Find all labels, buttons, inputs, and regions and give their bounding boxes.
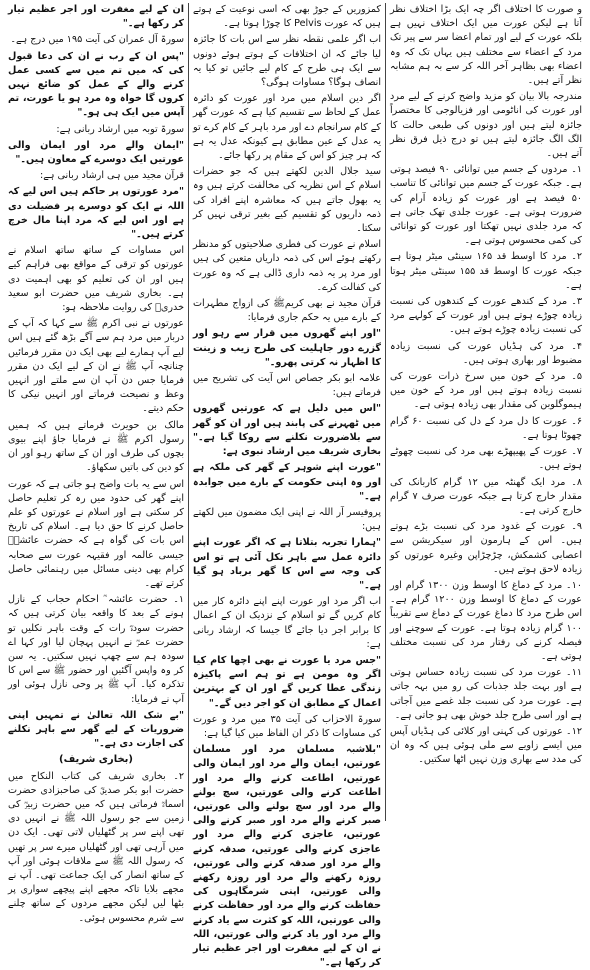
- paragraph: اس سے یہ بات واضح ہو جاتی ہے کہ عورت اپنے گھر کی حدود میں رہ کر تعلیم حاصل کر سکتی ہے اور اسلام نے عورتوں کو علم حاصل کرنے کا حق دیا ہے۔ اسلام کی تاریخ اس بات کی گواہ ہے کہ حضرت عائشہؓ جیسی عالمہ اور فقیہہ عورت سے صحابہ کرام بھی دینی مسائل میں رہنمائی حاصل کرتے تھے۔: [8, 478, 184, 589]
- paragraph: مندرجہ بالا بیان کو مزید واضح کرنے کے لیے مرد اور عورت کی اناٹومی اور فزیالوجی کا مختصراً جائزہ لیتے ہیں اور دونوں کی طبعی حالت کا الگ الگ جائزہ لیتے ہیں تو درج ذیل فرق نظر آتے ہیں۔: [390, 91, 582, 160]
- paragraph: اس مساوات کے ساتھ ساتھ اسلام نے عورتوں کو ترقی کے مواقع بھی فراہم کیے ہیں اور ان کی تعلیم کو بھی اہمیت دی ہے۔ بخاری شریف میں حضرت ابو سعید خدریؓ کی روایت ملاحظہ ہو:: [8, 245, 184, 314]
- paragraph: سید جلال الدین لکھتے ہیں کہ جو حضرات اسلام کے اس نظریہ کی مخالفت کرتے ہیں وہ یہ بھول جاتے ہیں کہ معاشرہ اپنے افراد کی ذمہ داریوں کو تقسیم کیے بغیر ترقی نہیں کر سکتا۔: [193, 166, 381, 235]
- paragraph: اسلام نے عورت کی فطری صلاحیتوں کو مدنظر رکھتے ہوئے اس کی ذمہ داریاں متعین کی ہیں اور مرد پر یہ ذمہ داری ڈالی ہے کہ وہ عورت کی کفالت کرے۔: [193, 239, 381, 293]
- paragraph: اب اگر مرد اور عورت اپنے اپنے دائرہ کار میں کام کریں گے تو اسلام کے نزدیک ان کے اعمال کا برابر اجر دیا جائے گا جیسا کہ ارشاد ربانی ہے:: [193, 596, 381, 650]
- paragraph: ۱۲۔ عورتوں کی کہنی اور کلائی کی ہڈیاں آپس میں ایسے زاویے سے ملی ہوئی ہیں کہ وہ ان کی مدد سے بھاری وزن نہیں اٹھا سکتیں۔: [390, 725, 582, 766]
- paragraph: ۱۰۔ مرد کے دماغ کا اوسط وزن ۱۳۰۰ گرام اور عورت کے دماغ کا اوسط وزن ۱۲۰۰ گرام ہے۔ اس طرح مرد کا دماغ عورت کے دماغ سے تقریباً ۱۰۰ گرام زیادہ ہوتا ہے۔ عورت کے سوچنے اور فیصلہ کرنے کی رفتار مرد کی نسبت مختلف ہوتی ہے۔: [390, 579, 582, 662]
- paragraph: ۹۔ عورت کے غدود مرد کی نسبت بڑے ہوتے ہیں۔ اس کے ہارمون اور سیکریشن سے اعصابی کشمکش، چڑچڑاپن وغیرہ عورتوں کو زیادہ لاحق ہوتے ہیں۔: [390, 521, 582, 575]
- quotation: ان کے لیے مغفرت اور اجر عظیم تیار کر رکھا ہے۔": [8, 4, 184, 30]
- paragraph: عورتوں نے نبی اکرم ﷺ سے کہا کہ آپ کے دربار میں مرد ہم سے آگے بڑھ گئے ہیں اس لیے آپ ہمارے لیے بھی ایک دن مقرر فرمائیں چنانچہ آپ ﷺ نے ان کے لیے ایک دن مقرر فرمایا جس دن آپ ان سے ملتے اور انہیں وعظ و نصیحت فرماتے اور انہیں نیکی کا حکم دیتے۔: [8, 318, 184, 415]
- paragraph: سورۃ آل عمران کی آیت ۱۹۵ میں درج ہے۔: [10, 34, 184, 46]
- quotation: "بلاشبہ مسلمان مرد اور مسلمان عورتیں، ایمان والے مرد اور ایمان والی عورتیں، اطاعت کرنے والے مرد اور اطاعت کرنے والی عورتیں، سچ بولنے والے مرد اور سچ بولنے والی عورتیں، صبر کرنے والے مرد اور صبر کرنے والی عورتیں، عاجزی کرنے والے مرد اور عاجزی کرنے والی عورتیں، صدقہ کرنے والے مرد اور صدقہ کرنے والی عورتیں، روزہ رکھنے والے مرد اور روزہ رکھنے والی عورتیں، اپنی شرمگاہوں کی حفاظت کرنے والے مرد اور حفاظت کرنے والی عورتیں، اللہ کو کثرت سے یاد کرنے والے مرد اور یاد کرنے والی عورتیں، اللہ نے ان کے لیے مغفرت اور اجر عظیم تیار کر رکھا ہے۔": [193, 744, 381, 969]
- quotation: "جس مرد یا عورت نے بھی اچھا کام کیا اگر وہ مومن ہے تو ہم اسے پاکیزہ زندگی عطا کریں گے اور ان کے بہترین اعمال کے مطابق ان کو اجر دیں گے۔": [193, 654, 381, 709]
- paragraph: ۸۔ مرد ایک گھنٹہ میں ۱۲ گرام کاربانک کی مقدار خارج کرتا ہے جبکہ عورت صرف ۷ گرام خارج کرتی ہے۔: [390, 476, 583, 516]
- paragraph: ۲۔ مرد کا اوسط قد ۱۶۵ سینٹی میٹر ہوتا ہے جبکہ عورت کا اوسط قد ۱۵۵ سینٹی میٹر ہوتا ہے۔: [390, 251, 582, 291]
- quotation: "بے شک اللہ تعالیٰ نے تمہیں اپنی ضروریات کے لیے گھر سے باہر نکلنے کی اجازت دی ہے۔": [8, 709, 184, 750]
- quotation: "ہمارا تجربہ بتلاتا ہے کہ اگر عورت اپنے دائرہ عمل سے باہر نکل آئی ہے تو اس کی وجہ سے اس کا گھر برباد ہو گیا ہے۔": [193, 537, 381, 591]
- paragraph: ۱۔ مردوں کے جسم میں توانائی ۹۰ فیصد ہوتی ہے۔ جبکہ عورت کے جسم میں توانائی کا تناسب ۵۰ فیصد ہے اور عورت کو زیادہ آرام کی ضرورت ہوتی ہے۔ عورت جلدی تھک جاتی ہے کہ مرد جلدی نہیں تھکتا اور عورت کو توانائی کی کمی محسوس ہوتی ہے۔: [390, 164, 582, 247]
- article-column-left: [4, 3, 188, 924]
- paragraph: ۶۔ عورت کا دل مرد کے دل کی نسبت ۶۰ گرام چھوٹا ہوتا ہے۔: [390, 415, 582, 441]
- paragraph: کمزوریں کے جوڑ بھی کہ اسی نوعیت کے ہوتے ہیں کہ عورت Pelvis کا چوڑا ہوتا ہے۔: [193, 4, 381, 30]
- quotation: "پس ان کے رب نے ان کی دعا قبول کی کہ میں تم میں سے کسی عمل کرنے والے کے عمل کو ضائع نہیں کروں گا خواہ وہ مرد ہو یا عورت، تم آپس میں ایک ہی ہو۔": [8, 50, 184, 119]
- quotation: "مرد عورتوں پر حاکم ہیں اس لیے کہ اللہ نے ایک کو دوسرے پر فضیلت دی ہے اور اس لیے کہ مرد اپنا مال خرچ کرتے ہیں۔": [8, 186, 184, 241]
- paragraph: اب اگر علمی نقطہ نظر سے اس بات کا جائزہ لیا جائے کہ ان اختلافات کے ہوتے ہوئے دونوں سے ایک ہی طرح کے کام لیے جائیں تو کیا یہ انصاف ہوگا؟ مساوات ہوگی؟: [193, 34, 381, 89]
- paragraph: سورۃ توبہ میں ارشاد ربانی ہے:: [56, 123, 184, 135]
- paragraph: اگر دین اسلام میں مرد اور عورت کو دائرہ عمل کے لحاظ سے تقسیم کیا ہے کہ عورت گھر کے کام سرانجام دے اور مرد باہر کے کام کرے تو یہ عدل کے عین مطابق ہے کیونکہ عدل یہ ہے کہ ہر چیز کو اس کے مقام پر رکھا جائے۔: [193, 93, 381, 162]
- paragraph: علامہ ابو بکر جصاص اس آیت کی تشریح میں فرماتے ہیں:: [193, 373, 381, 399]
- paragraph: ۵۔ مرد کے خون میں سرخ ذرات عورت کی نسبت زیادہ ہوتے ہیں اور مرد کے خون میں ہیموگلوبن کی مقدار بھی زیادہ ہوتی ہے۔: [390, 371, 582, 411]
- quotation: "اس میں دلیل ہے کہ عورتیں گھروں میں ٹھہرنے کی پابند ہیں اور ان کو گھر سے بلاضرورت نکلنے سے روکا گیا ہے۔" بخاری شریف میں ارشاد نبوی ہے:: [193, 403, 381, 458]
- quotation: "عورت اپنے شوہر کے گھر کی ملکہ ہے اور وہ اپنی حکومت کے بارے میں جوابدہ ہے۔": [193, 462, 381, 502]
- paragraph: ۲۔ بخاری شریف کی کتاب النکاح میں حضرت ابو بکر صدیقؓ کی صاحبزادی حضرت اسماءؓ فرماتی ہیں کہ میں حضرت زبیرؓ کی زمین سے جو رسول اللہ ﷺ نے انہیں دی تھی اپنے سر پر گٹھلیاں لاتی تھی۔ ایک دن میں آرہی تھی اور گٹھلیاں میرے سر پر تھیں کہ رسول اللہ ﷺ سے ملاقات ہوئی اور آپ کے ساتھ انصار کی ایک جماعت تھی۔ آپ نے مجھے بلایا تاکہ مجھے اپنے پیچھے سواری پر بٹھا لیں لیکن مجھے مردوں کے ساتھ چلنے سے شرم محسوس ہوئی۔: [8, 770, 184, 924]
- article-column-middle: [188, 3, 386, 969]
- citation: (بخاری شریف): [59, 754, 133, 766]
- paragraph: سورۃ الاحزاب کی آیت ۳۵ میں مرد و عورت کی مساوات کا ذکر ان الفاظ میں کیا گیا ہے:: [193, 713, 382, 739]
- paragraph: قرآن مجید میں ہی ارشاد ربانی ہے:: [39, 170, 184, 182]
- article-column-right: [386, 3, 586, 821]
- paragraph: ۱۔ حضرت عائشہ ؓ احکام حجاب کے نازل ہونے کے بعد کا واقعہ بیان کرتی ہیں کہ حضرت سودہؓ رات کے وقت باہر نکلیں تو حضرت عمرؓ نے انہیں پہچان لیا اور کہا اے سودہ ہم سے چھپ نہیں سکتیں۔ یہ سن کر وہ واپس آگئیں اور حضور ﷺ سے اس کا تذکرہ کیا۔ آپ ﷺ پر وحی نازل ہوئی اور آپ نے فرمایا:: [8, 594, 184, 705]
- paragraph: ۳۔ مرد کے کندھے عورت کے کندھوں کی نسبت زیادہ چوڑے ہوتے ہیں اور عورت کے کولہے مرد کی نسبت زیادہ چوڑے ہوتے ہیں۔: [390, 296, 582, 336]
- paragraph: قرآن مجید نے بھی کریمﷺ کی ازواج مطہرات کے بارے میں یہ حکم جاری فرمایا:: [193, 298, 381, 324]
- paragraph: مالک بن حویرث فرماتے ہیں کہ ہمیں رسول اکرم ﷺ نے فرمایا جاؤ اپنے بیوی بچوں کی طرف اور ان کے ساتھ رہو اور ان کو دین کی باتیں سکھاؤ۔: [8, 419, 184, 474]
- paragraph: ۱۱۔ عورت مرد کی نسبت زیادہ حساس ہوتی ہے اور بہت جلد جذبات کی رو میں بہہ جاتی ہے۔ عورت مرد کی نسبت جلد غصے میں آجاتی ہے اور اسی طرح جلد خوش بھی ہو جاتی ہے۔: [390, 667, 582, 721]
- paragraph: و صورت کا اختلاف اگر چہ ایک بڑا اختلاف نظر آتا ہے لیکن عورت میں ایک اختلاف نہیں ہے بلکہ عورت کے لیے اور تمام اعضا سر سے پیر تک مرد کے اعضاء سے مختلف ہیں یہاں تک کہ وہ اعضاء بھی بظاہر آخر اللہ کر سے بہ ہم مشابہ نظر آتے ہیں۔: [390, 4, 582, 87]
- quotation: "ایمان والے مرد اور ایمان والی عورتیں ایک دوسرے کے معاون ہیں۔": [8, 139, 184, 166]
- quotation: "اور اپنے گھروں میں قرار سے رہو اور گزرے دور جاہلیت کی طرح زیب و زینت کا اظہار نہ کرتی پھرو۔": [193, 328, 381, 368]
- paragraph: ۴۔ مرد کی ہڈیاں عورت کی نسبت زیادہ مضبوط اور بھاری ہوتی ہیں۔: [390, 340, 582, 366]
- paragraph: پروفیسر آر اللہ نے اپنی ایک مضمون میں لکھتے ہیں:: [193, 506, 381, 533]
- paragraph: ۷۔ عورت کے پھیپھڑے بھی مرد کی نسبت چھوٹے ہوتے ہیں۔: [390, 446, 582, 472]
